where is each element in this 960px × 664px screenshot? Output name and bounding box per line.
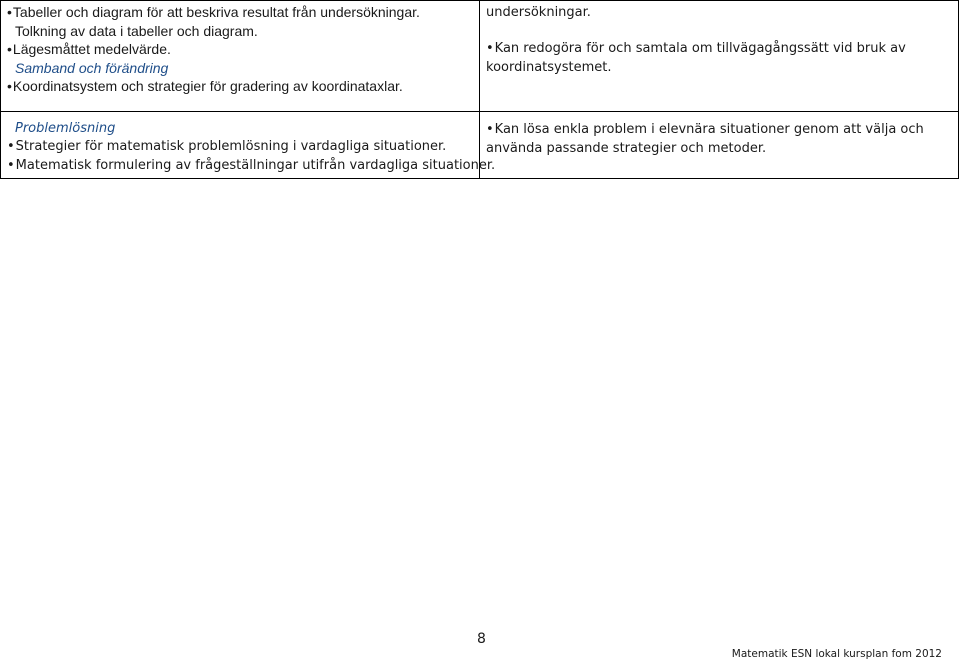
content-item: • Strategier för matematisk problemlösning i vardagliga situationer. [7,138,473,157]
table-cell-content [1,111,496,179]
content-item: • Koordinatsystem och strategier för gradering av koordinataxlar. [7,77,473,96]
content-item: Tolkning av data i tabeller och diagram. [15,22,258,39]
curriculum-table [0,0,959,179]
content-item: • Tabeller och diagram för att beskriva resultat från undersökningar. [7,3,473,22]
table-row [1,1,959,112]
spacer [7,96,473,108]
table-cell-criteria [480,1,959,112]
page-number: 8 [477,631,486,647]
table-row [1,111,959,179]
footer-note: Matematik ESN lokal kursplan fom 2012 [731,648,942,660]
spacer [486,22,952,39]
table-cell-content [1,1,480,112]
section-heading: Problemlösning [15,120,116,136]
criteria-item: • Kan redogöra för och samtala om tillvägagångssätt vid bruk av koordinatsystemet. [486,39,952,77]
content-item: • Lägesmåttet medelvärde. [7,40,473,59]
criteria-item: • Kan lösa enkla problem i elevnära situationer genom att välja och använda passande strategier och metoder. [486,120,952,158]
section-heading: Samband och förändring [15,59,169,76]
table-cell-criteria [480,111,959,179]
criteria-item: undersökningar. [486,5,591,20]
content-item: • Matematisk formulering av frågeställningar utifrån vardagliga situationer. [7,157,473,176]
